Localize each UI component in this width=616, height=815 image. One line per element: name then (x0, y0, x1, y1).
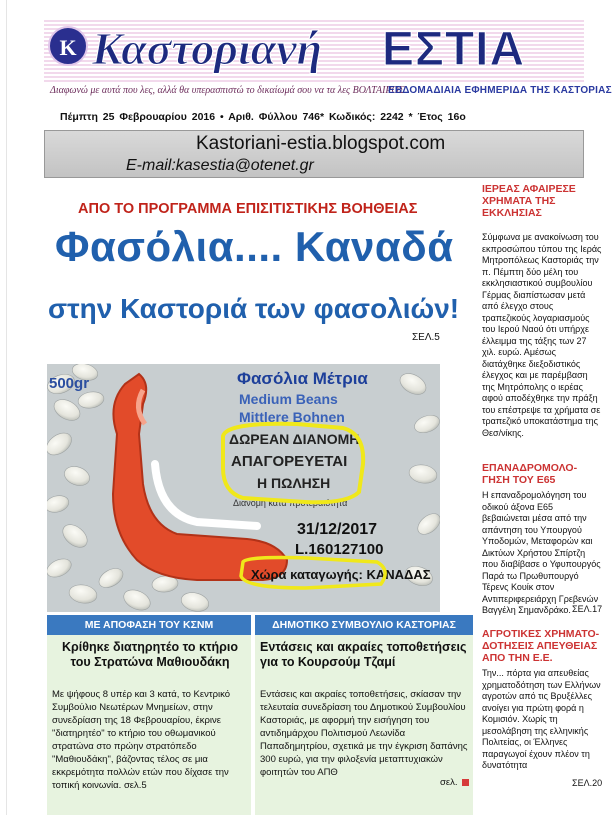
package-line-5: ΑΠΑΓΟΡΕΥΕΤΑΙ (231, 453, 348, 470)
package-line-2: Medium Beans (239, 391, 338, 407)
sidebar-story-2-text: Η επαναδρομολόγηση του οδικού άξονα Ε65 βεβαιώνεται μέσα από την απάντηση του Υπουργού Υποδομών, Μεταφορών και Δικτύων Χρήστου Σπίρτζη που διαβίβασε ο Υφυπουργός Παρά τω Πρωθυπουργό Τέρενς Κουίκ στον Αντιπεριφερειάρχη Γρεβενών Βαγγέλη Σημανδράκο. (482, 490, 601, 615)
masthead (44, 20, 584, 82)
left-column-headline[interactable]: Κρίθηκε διατηρητέο το κτήριο του Στρατώνα Μαθιουδάκη (61, 640, 238, 669)
page-ref-marker-icon (462, 779, 469, 786)
masthead-motto: Διαφωνώ με αυτά που λες, αλλά θα υπερασπιστώ το δικαίωμά σου να τα λες ΒΟΛΤΑΙΡΟΣ (50, 85, 405, 96)
main-story-page-ref: ΣΕΛ.5 (412, 332, 440, 343)
package-origin: Χώρα καταγωγής: ΚΑΝΑΔΑΣ (251, 567, 431, 582)
newspaper-name: Καστοριανή (92, 23, 322, 74)
package-line-3: Mittlere Bohnen (239, 409, 345, 425)
middle-column-text: Εντάσεις και ακραίες τοποθετήσεις, σκίασαν την τελευταία συνεδρίαση του Δημοτικού Συμβουλίου Καστοριάς, με αφορμή την εισήγηση του αντιδημάρχου Πολιτισμού Λεωνίδα Παπαδημητρίου, σχετικά με την έγκριση δαπάνης 300 ευρώ, για την φιλοξενία μεταπτυχιακών φοιτητών του ΑΠΘ (260, 689, 468, 778)
sidebar-story-3-text: Την... πόρτα για απευθείας χρηματοδότηση των Ελλήνων αγροτών από τις Βρυξέλλες ανοίγει για πρώτη φορά η Κομισιόν. Χωρίς τη μεσολάβηση της ελληνικής Πολιτείας, οι Έλληνες παραγωγοί έχουν πλέον τη δυνατότητα (482, 668, 601, 770)
masthead-weekly-label: ΕΒΔΟΜΑΔΙΑΙΑ ΕΦΗΜΕΡΙΔΑ ΤΗΣ ΚΑΣΤΟΡΙΑΣ (388, 85, 612, 96)
main-story-title[interactable]: Φασόλια.... Καναδά (55, 223, 454, 270)
middle-column-headline[interactable]: Εντάσεις και ακραίες τοποθετήσεις για το Κουρσούμ Τζαμί (260, 640, 467, 669)
blog-url-link[interactable]: Kastoriani-estia.blogspot.com (196, 133, 446, 154)
main-story-subtitle: στην Καστοριά των φασολιών! (48, 293, 460, 324)
middle-column-header: ΔΗΜΟΤΙΚΟ ΣΥΜΒΟΥΛΙΟ ΚΑΣΤΟΡΙΑΣ (255, 615, 473, 635)
issue-info: Πέμπτη 25 Φεβρουαρίου 2016 • Αριθ. Φύλλου 746* Κωδικός: 2242 * Έτος 16ο (60, 111, 466, 123)
package-weight: 500gr (49, 375, 90, 392)
package-line-6: Η ΠΩΛΗΣΗ (257, 475, 331, 491)
sidebar-story-3-page-ref: ΣΕΛ.20 (572, 778, 603, 788)
package-line-7: Διανομή κατά προτεραιότητα (233, 498, 348, 508)
middle-column-ref-label: σελ. (440, 777, 458, 788)
left-column-body: Με ψήφους 8 υπέρ και 3 κατά, το Κεντρικό Συμβούλιο Νεωτέρων Μνημείων, στην συνεδρίαση της 18 Φεβρουαρίου, έκρινε "διατηρητέο" το κτήριο του οθωμανικού στρατώνα στο πρώην στρατόπεδο "Μαθιουδάκη", βάζοντας τέλος σε μια εκκρεμότητα πολλών ετών που δίχασε την τοπική κοινωνία. (52, 689, 231, 791)
left-column-header: ΜΕ ΑΠΟΦΑΣΗ ΤΟΥ ΚΣΝΜ (47, 615, 251, 635)
sidebar-story-2-title[interactable]: ΕΠΑΝΑΔΡΟΜΟΛΟ-ΓΗΣΗ ΤΟΥ Ε65 (482, 462, 578, 486)
sidebar-story-1-text: Σύμφωνα με ανακοίνωση του εκπροσώπου τύπου της Ιεράς Μητροπόλεως Καστοριάς την π. Πέμπτη δύο μέλη του εκκλησιαστικού συμβουλίου Γέρμας διαπίστωσαν μετά από έλεγχο στους τραπεζικούς λογαριασμούς του Ιερού Ναού ότι υπήρχε έλλειμμα της τάξης των 27 χιλ. ευρώ. Αμέσως διατάχθηκε διεξοδιστικός έλεγχος και με παρέμβαση της Μητρόπολης ο ιερέας αφού αποδέχθηκε την πράξη του επέστρεψε τα χρήματα σε τραπεζικό υποκατάστημα της Θεσ/νίκης. (482, 232, 602, 438)
package-line-1: Φασόλια Μέτρια (237, 369, 368, 388)
package-date: 31/12/2017 (297, 521, 378, 538)
left-column-page-ref: σελ.5 (123, 780, 147, 791)
newspaper-name-estia: ΕΣΤΙΑ (382, 23, 526, 76)
middle-column-page-ref (440, 777, 469, 788)
package-lot: L.160127100 (295, 541, 384, 558)
left-column-text (52, 688, 248, 792)
sidebar-story-2-page-ref: ΣΕΛ.17 (572, 604, 603, 614)
page-margin-line (6, 0, 7, 815)
newspaper-logo-icon: K (48, 26, 88, 66)
email-link[interactable]: E-mail:kasestia@otenet.gr (126, 157, 314, 174)
sidebar-story-3-title[interactable]: ΑΓΡΟΤΙΚΕΣ ΧΡΗΜΑΤΟ-ΔΟΤΗΣΕΙΣ ΑΠΕΥΘΕΙΑΣ ΑΠΟ ΤΗΝ Ε.Ε. (482, 628, 600, 664)
package-line-4: ΔΩΡΕΑΝ ΔΙΑΝΟΜΗ (229, 431, 360, 447)
main-story-supertitle: ΑΠΟ ΤΟ ΠΡΟΓΡΑΜΜΑ ΕΠΙΣΙΤΙΣΤΙΚΗΣ ΒΟΗΘΕΙΑΣ (78, 201, 418, 217)
bean-package-photo (47, 364, 440, 612)
sidebar-story-1-title[interactable]: ΙΕΡΕΑΣ ΑΦΑΙΡΕΣΕ ΧΡΗΜΑΤΑ ΤΗΣ ΕΚΚΛΗΣΙΑΣ (482, 183, 576, 219)
